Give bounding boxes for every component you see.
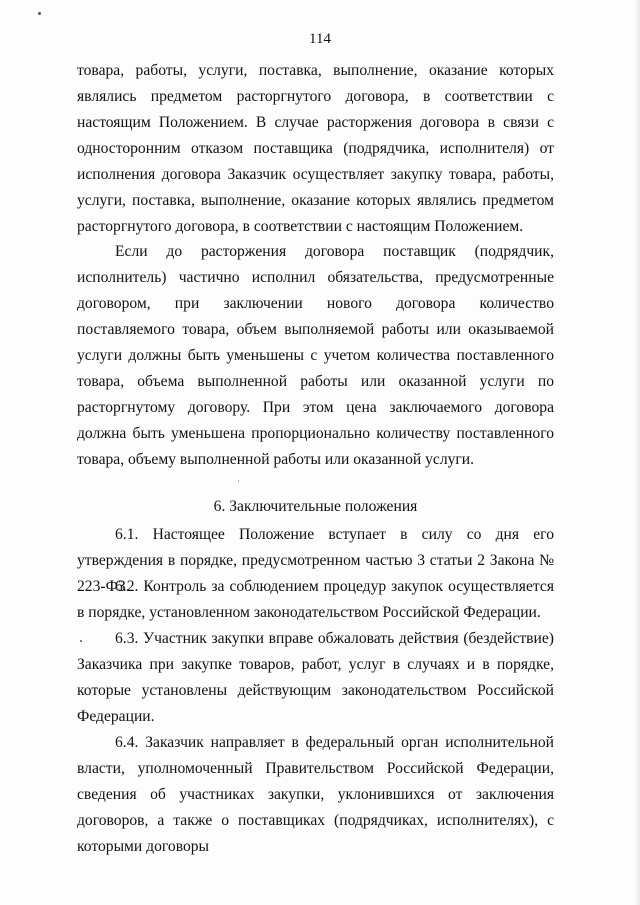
paragraph-partial-execution [77,239,554,473]
clause-6-2 [77,574,554,626]
clause-6-4 [77,730,554,860]
paragraph-continuation [77,58,554,240]
scan-speck [238,480,239,482]
clause-6-3 [77,626,554,730]
paragraph-text: товара, работы, услуги, поставка, выполнение, оказание которых являлись предметом расторгнутого договора, в соответствии с настоящим Положением. В случае расторжения договора в связи с односторонним отказом поставщика (подрядчика, исполнителя) от исполнения договора Заказчик осуществляет закупку товара, работы, услуги, поставка, выполнение, оказание которых являлись предметом расторгнутого договора, в соответствии с настоящим Положением. [77,62,554,235]
paragraph-text: Если до расторжения договора поставщик (подрядчик, исполнитель) частично исполнил обязательства, предусмотренные договором, при заключении нового договора количество поставляемого товара, объем выполняемой работы или оказываемой услуги должны быть уменьшены с учетом количества поставленного товара, объема выполненной работы или оказанной услуги по расторгнутому договору. При этом цена заключаемого договора должна быть уменьшена пропорционально количеству поставленного товара, объему выполненной работы или оказанной услуги. [77,243,554,468]
scan-speck [38,12,41,15]
clause-text: 6.3. Участник закупки вправе обжаловать действия (бездействие) Заказчика при закупке товаров, работ, услуг в случаях и в порядке, которые установлены действующим законодательством Российской Федерации. [77,630,554,725]
page-number: 114 [309,31,331,47]
clause-text: 6.1. Настоящее Положение вступает в силу со дня его утверждения в порядке, предусмотренном частью 3 статьи 2 Закона № 223-ФЗ. [77,526,554,595]
section-heading-block [77,494,554,520]
clause-text: 6.4. Заказчик направляет в федеральный орган исполнительной власти, уполномоченный Правительством Российской Федерации, сведения об участниках закупки, уклонившихся от заключения договоров, а также о поставщиках (подрядчиках, исполнителях), с которыми договоры [77,734,554,855]
clause-text: 6.2. Контроль за соблюдением процедур закупок осуществляется в порядке, установленном законодательством Российской Федерации. [77,578,554,621]
section-heading: 6. Заключительные положения [213,498,418,515]
page-edge-shadow [634,0,640,905]
